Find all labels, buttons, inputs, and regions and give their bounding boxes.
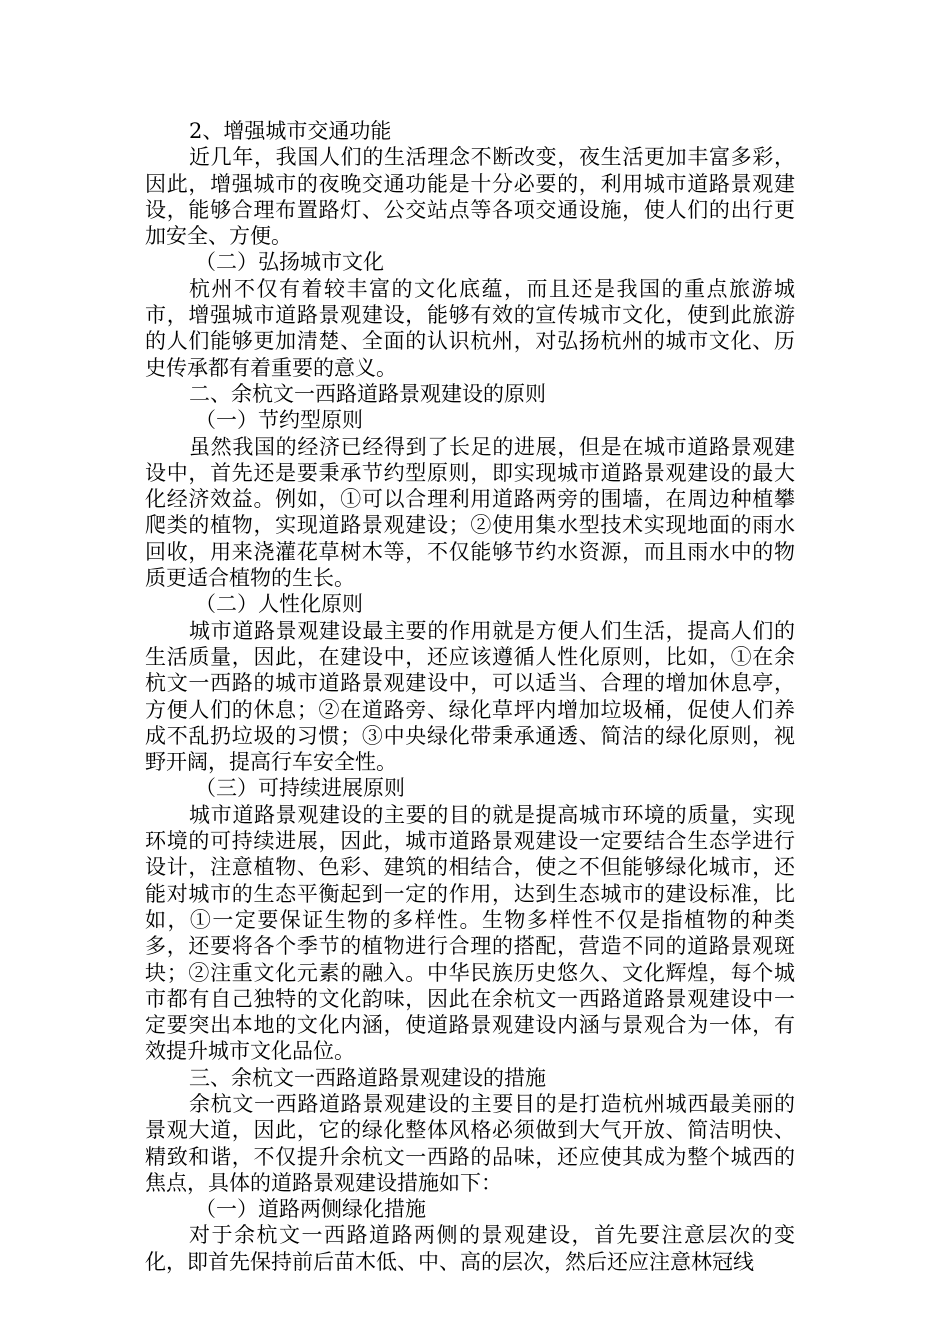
document-page <box>145 118 795 1275</box>
body-paragraph: 余杭文一西路道路景观建设的主要目的是打造杭州城西最美丽的景观大道，因此，它的绿化整体风格必须做到大气开放、简洁明快、精致和谐，不仅提升余杭文一西路的品味，还应使其成为整个城西的焦点，具体的道路景观建设措施如下： <box>145 1091 795 1195</box>
section-heading-saving: （一）节约型原则 <box>195 408 363 433</box>
section-heading-sustainable: （三）可持续进展原则 <box>195 776 405 801</box>
section-heading-humanized: （二）人性化原则 <box>195 592 363 617</box>
body-paragraph: 杭州不仅有着较丰富的文化底蕴，而且还是我国的重点旅游城市，增强城市道路景观建设，能够有效的宣传城市文化，使到此旅游的人们能够更加清楚、全面的认识杭州，对弘扬杭州的城市文化、历史传承都有着重要的意义。 <box>145 276 795 380</box>
section-heading-traffic: 2、增强城市交通功能 <box>189 119 392 143</box>
body-paragraph: 城市道路景观建设的主要的目的就是提高城市环境的质量，实现环境的可持续进展，因此，城市道路景观建设一定要结合生态学进行设计，注意植物、色彩、建筑的相结合，使之不但能够绿化城市，还能对城市的生态平衡起到一定的作用，达到生态城市的建设标准，比如，①一定要保证生物的多样性。生物多样性不仅是指植物的种类多，还要将各个季节的植物进行合理的搭配，营造不同的道路景观斑块；②注重文化元素的融入。中华民族历史悠久、文化辉煌，每个城市都有自己独特的文化韵味，因此在余杭文一西路道路景观建设中一定要突出本地的文化内涵，使道路景观建设内涵与景观合为一体，有效提升城市文化品位。 <box>145 802 795 1064</box>
body-paragraph: 虽然我国的经济已经得到了长足的进展，但是在城市道路景观建设中，首先还是要秉承节约型原则，即实现城市道路景观建设的最大化经济效益。例如，①可以合理利用道路两旁的围墙，在周边种植攀爬类的植物，实现道路景观建设；②使用集水型技术实现地面的雨水回收，用来浇灌花草树木等，不仅能够节约水资源，而且雨水中的物质更适合植物的生长。 <box>145 434 795 591</box>
body-paragraph: 城市道路景观建设最主要的作用就是方便人们生活，提高人们的生活质量，因此，在建设中，还应该遵循人性化原则，比如，①在余杭文一西路的城市道路景观建设中，可以适当、合理的增加休息亭，方便人们的休息；②在道路旁、绿化草坪内增加垃圾桶，促使人们养成不乱扔垃圾的习惯；③中央绿化带秉承通透、简洁的绿化原则，视野开阔，提高行车安全性。 <box>145 618 795 775</box>
section-heading-principles: 二、余杭文一西路道路景观建设的原则 <box>189 381 546 406</box>
section-heading-roadside: （一）道路两侧绿化措施 <box>195 1197 426 1222</box>
section-heading-measures: 三、余杭文一西路道路景观建设的措施 <box>189 1065 546 1090</box>
body-paragraph: 近几年，我国人们的生活理念不断改变，夜生活更加丰富多彩，因此，增强城市的夜晚交通功能是十分必要的，利用城市道路景观建设，能够合理布置路灯、公交站点等各项交通设施，使人们的出行更加安全、方便。 <box>145 145 795 249</box>
section-heading-culture: （二）弘扬城市文化 <box>195 250 384 275</box>
body-paragraph: 对于余杭文一西路道路两侧的景观建设，首先要注意层次的变化，即首先保持前后苗木低、中、高的层次，然后还应注意林冠线 <box>145 1223 795 1274</box>
